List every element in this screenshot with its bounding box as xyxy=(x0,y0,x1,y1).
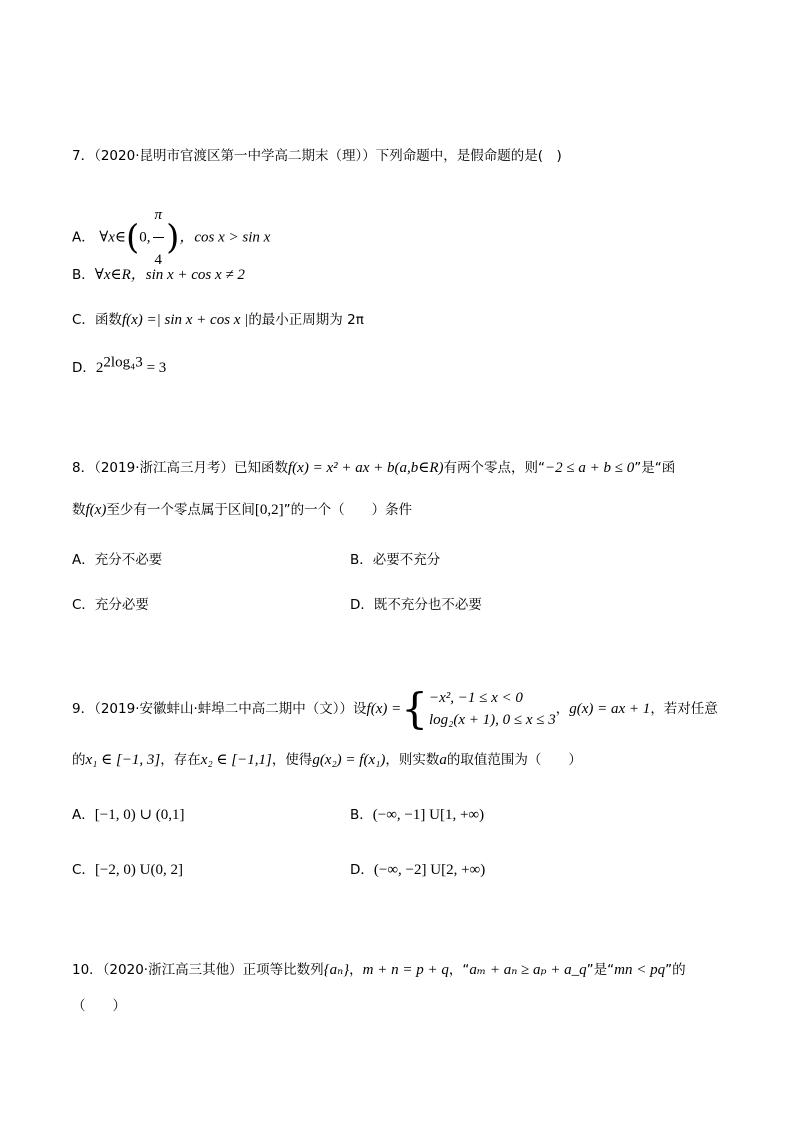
q7-d-base: 2 xyxy=(95,360,104,376)
q7-a-label: A． xyxy=(72,229,95,246)
q9-case-2: log₂(x + 1), 0 ≤ x ≤ 3 xyxy=(428,712,556,728)
q8-line2-3: ”的一个（ ）条件 xyxy=(283,502,413,518)
q10-ineq2: mn < pq xyxy=(614,962,666,978)
q7-a-frac-num: π xyxy=(153,193,165,238)
q9-options-row-2 xyxy=(72,860,486,880)
q8-option-c: C．充分必要 xyxy=(72,597,149,613)
q10-number: 10． xyxy=(72,962,103,978)
q8-stem-math-1: f(x) = x² + ax + b(a,b∈R) xyxy=(288,460,444,476)
q9-line2-3: ，使得 xyxy=(271,752,313,768)
q9-line2-m1: x₁ ∈ [−1, 3] xyxy=(85,752,161,768)
q9-case-1: −x², −1 ≤ x < 0 xyxy=(428,690,523,706)
q7-a-left-paren: ( xyxy=(126,217,140,258)
q9-stem-3: ，若对任意 xyxy=(650,701,718,717)
q8-line2-2: 至少有一个零点属于区间 xyxy=(106,502,255,518)
q10-ineq: aₘ + aₙ ≥ aₚ + a_q xyxy=(469,962,587,978)
q10-stem-3: ，“ xyxy=(448,962,470,978)
q7-c-pre: 函数 xyxy=(94,312,122,328)
q7-option-c xyxy=(72,310,364,330)
q9-brace: { xyxy=(401,684,428,733)
q7-stem-line xyxy=(72,146,562,166)
q9-source: （2019·安徽蚌山·蚌埠二中高二期中（文）） xyxy=(94,701,354,717)
q9-stem-line-1 xyxy=(72,686,718,732)
q8-option-a: A．充分不必要 xyxy=(72,552,163,568)
q9-c-label: C． xyxy=(72,862,95,878)
q10-stem-1: 正项等比数列 xyxy=(242,962,324,978)
q7-stem: 下列命题中，是假命题的是( ) xyxy=(375,148,562,164)
q9-number: 9． xyxy=(72,701,95,717)
q9-stem-line-2 xyxy=(72,750,582,770)
q7-option-b xyxy=(72,265,245,285)
q10-stem-4: ”是“ xyxy=(586,962,615,978)
q8-stem-1: 已知函数 xyxy=(234,460,288,476)
q9-option-b xyxy=(350,805,484,825)
q8-options-row-1 xyxy=(72,550,441,570)
q7-a-frac-den: 4 xyxy=(154,252,163,268)
q7-c-label: C． xyxy=(72,312,95,328)
q8-source: （2019·浙江高三月考） xyxy=(94,460,234,476)
q8-option-b: B．必要不充分 xyxy=(350,552,441,568)
q10-source: （2020·浙江高三其他） xyxy=(102,962,243,978)
q9-f-def: f(x) = xyxy=(366,701,402,717)
q9-line2-m4: a xyxy=(439,752,447,768)
q10-stem-5: ”的 xyxy=(665,962,686,978)
q8-line2-math-2: [0,2] xyxy=(254,502,284,518)
q7-a-interval-left: 0, xyxy=(139,229,151,246)
q8-number: 8． xyxy=(72,460,95,476)
q8-line2-1: 数 xyxy=(72,502,86,518)
q9-b-math: (−∞, −1] U[1, +∞) xyxy=(372,807,485,823)
q7-number: 7． xyxy=(72,148,95,164)
q10-stem-line-1 xyxy=(72,960,686,980)
q9-d-math: (−∞, −2] U[2, +∞) xyxy=(373,862,486,878)
q9-line2-4: ，则实数 xyxy=(385,752,440,768)
q7-d-exponent: 2log₄3 xyxy=(103,354,143,371)
q9-g-def: g(x) = ax + 1 xyxy=(569,701,651,717)
q8-option-d: D．既不充分也不必要 xyxy=(350,597,482,613)
q8-stem-2: 有两个零点，则“ xyxy=(443,460,546,476)
q9-a-math: [−1, 0) ∪ (0,1] xyxy=(94,807,185,823)
q7-c-math: f(x) =| sin x + cos x | xyxy=(121,312,249,328)
q7-d-label: D． xyxy=(72,360,96,376)
q7-b-text: ∀x∈R，sin x + cos x ≠ 2 xyxy=(94,267,245,283)
q9-option-d xyxy=(350,860,485,880)
q9-options-row-1 xyxy=(72,805,485,825)
q8-stem-line-1 xyxy=(72,458,675,478)
q10-stem-line-2 xyxy=(72,996,126,1016)
q7-source: （2020·昆明市官渡区第一中学高二期末（理）） xyxy=(94,148,376,164)
q10-line2: （ ） xyxy=(72,998,126,1014)
q9-b-label: B． xyxy=(350,807,373,823)
q9-stem-2: ， xyxy=(555,701,570,717)
q7-c-post: 的最小正周期为 2π xyxy=(248,312,364,328)
q10-cond: m + n = p + q xyxy=(362,962,449,978)
q9-stem-1: 设 xyxy=(353,701,367,717)
q9-line2-m2: x₂ ∈ [−1,1] xyxy=(200,752,272,768)
q9-line2-5: 的取值范围为（ ） xyxy=(446,752,582,768)
q7-a-tail: ，cos x > sin x xyxy=(179,229,271,246)
q7-a-quant: ∀x∈ xyxy=(99,229,127,246)
q8-stem-line-2 xyxy=(72,500,412,520)
q10-seq: {aₙ} xyxy=(323,962,350,978)
q8-options-row-2 xyxy=(72,595,482,615)
q7-d-tail: = 3 xyxy=(142,360,167,376)
q9-d-label: D． xyxy=(350,862,374,878)
q10-stem-2: ， xyxy=(349,962,363,978)
q8-stem-3: ”是“函 xyxy=(634,460,676,476)
q7-a-right-paren: ) xyxy=(166,217,180,258)
q8-line2-math: f(x) xyxy=(85,502,107,518)
q7-b-label: B． xyxy=(72,267,95,283)
q9-c-math: [−2, 0) U(0, 2] xyxy=(94,862,183,878)
q9-a-label: A． xyxy=(72,807,95,823)
q9-line2-1: 的 xyxy=(72,752,86,768)
q8-stem-math-2: −2 ≤ a + b ≤ 0 xyxy=(545,460,635,476)
q9-cases xyxy=(429,687,556,731)
q9-line2-2: ，存在 xyxy=(160,752,201,768)
q7-option-d xyxy=(72,354,167,378)
q9-line2-m3: g(x₂) = f(x₁) xyxy=(312,752,386,768)
